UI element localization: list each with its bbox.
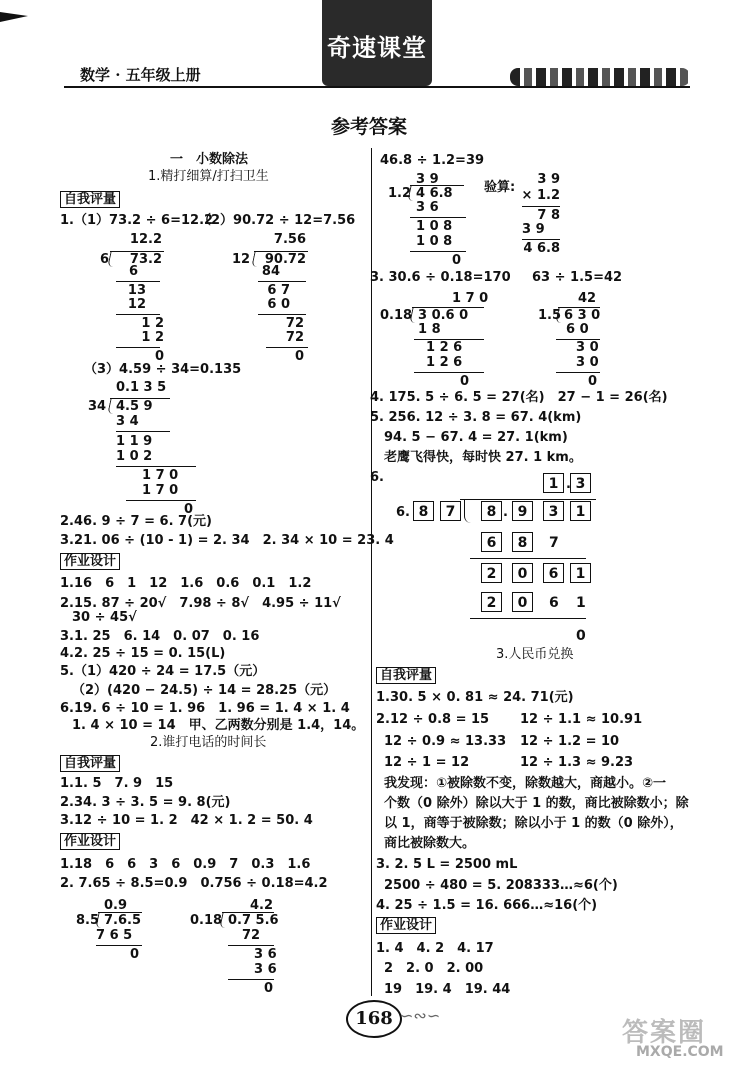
- work-line: 1. 4 × 10 = 14 甲、乙两数分别是 1.4，14。: [72, 718, 365, 733]
- step: 1 2: [141, 330, 164, 345]
- finding-text: 以 1，商等于被除数；除以小于 1 的数（0 除外），: [384, 816, 683, 831]
- logo-text: 奇速课堂: [327, 33, 427, 62]
- r-line: 1. 4 4. 2 4. 17: [376, 941, 494, 956]
- remainder: 0: [130, 947, 140, 962]
- page-title: 参考答案: [331, 116, 408, 138]
- watermark-logo: 答案圈: [622, 1018, 707, 1048]
- page-number-badge: [346, 1000, 402, 1038]
- section-title-3: 3.人民币兑换: [496, 647, 574, 662]
- step: 84: [261, 264, 280, 279]
- dividend: 4.5 9: [116, 399, 153, 414]
- rule: [116, 281, 160, 282]
- step: 3 4: [116, 414, 139, 429]
- remainder: 0: [576, 628, 586, 644]
- factor: 3 9: [537, 172, 560, 187]
- work-line: 2.15. 87 ÷ 20√ 7.98 ÷ 8√ 4.95 ÷ 11√: [60, 596, 341, 611]
- self-line: 2.34. 3 ÷ 3. 5 = 9. 8(元): [60, 795, 231, 810]
- rule: [460, 499, 596, 500]
- factor: × 1.2: [521, 188, 560, 203]
- r-line: 2500 ÷ 480 = 5. 208333…≈6(个): [384, 878, 618, 893]
- divisor: 0.18: [190, 913, 223, 928]
- digit-plain: 7: [549, 535, 559, 551]
- step: 1 2 6: [426, 340, 463, 355]
- partial: 7 8: [537, 208, 560, 223]
- remainder: 0: [154, 349, 164, 364]
- digit-box: 1: [543, 473, 564, 493]
- divisor: 34: [88, 399, 107, 414]
- remainder: 0: [460, 374, 470, 389]
- divisor: 1.5: [538, 308, 562, 323]
- finding-text: 我发现：①被除数不变，除数越大，商越小。②一: [384, 776, 667, 791]
- rule: [96, 945, 142, 946]
- step: 6: [128, 264, 138, 279]
- product: 4 6.8: [523, 241, 560, 256]
- digit-box: 6: [481, 532, 502, 552]
- digit-box: 0: [512, 592, 533, 612]
- label-self-eval: 自我评量: [60, 191, 120, 208]
- watermark-url: MXQE.COM: [636, 1044, 724, 1060]
- divisor-lead: 6.: [396, 505, 410, 520]
- step: 1 2 6: [426, 355, 463, 370]
- header-ornament: [510, 68, 690, 86]
- quotient: 3 9: [416, 172, 439, 187]
- step: 1 7 0: [142, 468, 179, 483]
- step: 3 6: [254, 962, 277, 977]
- quotient: 4.2: [250, 898, 274, 913]
- step: 1 2: [141, 316, 164, 331]
- r-line: 3. 2. 5 L = 2500 mL: [376, 857, 518, 872]
- quotient: 42: [578, 291, 597, 306]
- rule: [258, 314, 306, 315]
- rule: [126, 500, 196, 501]
- dividend: 4 6.8: [416, 186, 453, 201]
- work-line: 3.1. 25 6. 14 0. 07 0. 16: [60, 629, 260, 644]
- label-self-eval: 自我评量: [376, 667, 436, 684]
- remainder: 0: [184, 502, 194, 517]
- corner-mark: [0, 12, 28, 22]
- step: 7 6 5: [96, 928, 133, 943]
- swirl-ornament: ∽∾∽: [400, 1006, 441, 1025]
- r-line: 19 19. 4 19. 44: [384, 982, 511, 997]
- dividend: 73.2: [129, 252, 162, 267]
- label-self-eval: 自我评量: [60, 755, 120, 772]
- divisor: 1.2: [388, 186, 412, 201]
- rule: [414, 372, 484, 373]
- digit-box: 8: [512, 532, 533, 552]
- r-line: 12 ÷ 1.1 ≈ 10.91: [520, 712, 643, 727]
- rule: [522, 206, 560, 207]
- r-line: 4. 25 ÷ 1.5 = 16. 666…≈16(个): [376, 898, 598, 913]
- rule: [258, 281, 306, 282]
- step: 1 0 8: [416, 219, 453, 234]
- header-rule: [64, 86, 690, 88]
- dividend: 7.6.5: [104, 913, 142, 928]
- r-line: 46.8 ÷ 1.2=39: [380, 153, 485, 168]
- decimal-point: .: [566, 477, 571, 492]
- r-line: 3. 30.6 ÷ 0.18=170: [370, 270, 511, 285]
- r-line: 12 ÷ 0.9 ≈ 13.33: [384, 734, 507, 749]
- r-line: 12 ÷ 1.2 = 10: [520, 734, 620, 749]
- r-line: 4. 175. 5 ÷ 6. 5 = 27(名) 27 − 1 = 26(名): [370, 390, 668, 405]
- logo: [322, 0, 432, 86]
- rule: [228, 979, 274, 980]
- q1-part3: （3）4.59 ÷ 34=0.135: [84, 362, 242, 377]
- r-line: 94. 5 − 67. 4 = 27. 1(km): [384, 430, 568, 445]
- remainder: 0: [452, 253, 462, 268]
- work-line: （2）(420 − 24.5) ÷ 14 = 28.25（元）: [72, 683, 337, 698]
- dividend: 90.72: [264, 252, 306, 267]
- work-line: 4.2. 25 ÷ 15 = 0. 15(L): [60, 646, 226, 661]
- step: 1 8: [418, 322, 441, 337]
- digit-box: 8: [413, 501, 434, 521]
- rule: [556, 372, 600, 373]
- quotient: 0.9: [104, 898, 128, 913]
- step: 12: [127, 297, 146, 312]
- digit-plain: 6: [549, 595, 559, 611]
- label-work-design: 作业设计: [376, 917, 436, 934]
- step: 72: [242, 928, 261, 943]
- dividend: 6 3 0: [564, 308, 601, 323]
- r-line: 12 ÷ 1.3 ≈ 9.23: [520, 755, 634, 770]
- q1-line: 1.（1）73.2 ÷ 6=12.2: [60, 213, 214, 228]
- header-subject: 数学 · 五年级上册: [80, 66, 201, 84]
- dividend: 0.7 5.6: [228, 913, 279, 928]
- rule: [470, 558, 586, 559]
- step: 1 7 0: [142, 483, 179, 498]
- work-line: 2. 7.65 ÷ 8.5=0.9 0.756 ÷ 0.18=4.2: [60, 876, 328, 891]
- digit-box: 3: [570, 473, 591, 493]
- r-line: 12 ÷ 1 = 12: [384, 755, 470, 770]
- division-bracket: [464, 499, 471, 523]
- digit-box: 8: [481, 501, 502, 521]
- digit-box: 3: [543, 501, 564, 521]
- decimal-point: .: [503, 505, 508, 520]
- remainder: 0: [294, 349, 304, 364]
- finding-text: 商比被除数大。: [384, 836, 476, 851]
- q1-line-b: （2）90.72 ÷ 12=7.56: [198, 213, 356, 228]
- digit-box: 2: [481, 563, 502, 583]
- divisor: 0.18: [380, 308, 413, 323]
- r-line: 63 ÷ 1.5=42: [532, 270, 623, 285]
- step: 1 0 8: [416, 234, 453, 249]
- quotient: 0.1 3 5: [116, 380, 167, 395]
- step: 72: [285, 330, 304, 345]
- divisor: 12: [232, 252, 251, 267]
- step: 6 7: [267, 283, 290, 298]
- step: 6 0: [267, 297, 290, 312]
- r-line: 2.12 ÷ 0.8 = 15: [376, 712, 490, 727]
- finding-text: 个数（0 除外）除以大于 1 的数，商比被除数小；除: [384, 796, 689, 811]
- page-number: 168: [355, 1008, 393, 1029]
- work-line: 1.18 6 6 3 6 0.9 7 0.3 1.6: [60, 857, 311, 872]
- quotient: 7.56: [273, 232, 306, 247]
- rule: [228, 945, 274, 946]
- digit-box: 9: [512, 501, 533, 521]
- step: 3 0: [576, 340, 599, 355]
- rule: [410, 251, 466, 252]
- digit-box: 0: [512, 563, 533, 583]
- r-line: 老鹰飞得快，每时快 27. 1 km。: [384, 450, 582, 465]
- digit-box: 1: [570, 501, 591, 521]
- remainder: 0: [588, 374, 598, 389]
- work-line: 30 ÷ 45√: [72, 610, 137, 625]
- r-line: 5. 256. 12 ÷ 3. 8 = 67. 4(km): [370, 410, 582, 425]
- q2-line: 2.46. 9 ÷ 7 = 6. 7(元): [60, 514, 212, 529]
- check-label: 验算:: [484, 180, 516, 195]
- rule: [116, 314, 160, 315]
- rule: [266, 347, 308, 348]
- rule: [410, 217, 466, 218]
- remainder: 0: [264, 981, 274, 996]
- step: 3 0: [576, 355, 599, 370]
- rule: [116, 466, 196, 467]
- work-line: 1.16 6 1 12 1.6 0.6 0.1 1.2: [60, 576, 312, 591]
- step: 3 6: [416, 200, 439, 215]
- digit-box: 2: [481, 592, 502, 612]
- rule: [116, 347, 160, 348]
- rule: [522, 239, 560, 240]
- work-line: 5.（1）420 ÷ 24 = 17.5（元）: [60, 664, 266, 679]
- step: 13: [127, 283, 146, 298]
- r-line: 6.: [370, 470, 384, 485]
- divisor: 6: [100, 252, 110, 267]
- work-line: 6.19. 6 ÷ 10 = 1. 96 1. 96 = 1. 4 × 1. 4: [60, 701, 350, 716]
- label-work-design: 作业设计: [60, 833, 120, 850]
- step: 1 1 9: [116, 434, 153, 449]
- section-title-1: 1.精打细算/打扫卫生: [148, 169, 269, 184]
- label-work-design: 作业设计: [60, 553, 120, 570]
- digit-box: 7: [440, 501, 461, 521]
- step: 72: [285, 316, 304, 331]
- r-line: 2 2. 0 2. 00: [384, 961, 484, 976]
- step: 3 6: [254, 947, 277, 962]
- section-title-2: 2.谁打电话的时间长: [150, 735, 267, 750]
- divisor: 8.5: [76, 913, 100, 928]
- partial: 3 9: [522, 222, 545, 237]
- quotient: 12.2: [129, 232, 162, 247]
- digit-box: 1: [570, 563, 591, 583]
- q3-line: 3.21. 06 ÷ (10 - 1) = 2. 34 2. 34 × 10 = 23. 4: [60, 533, 394, 548]
- r-line: 1.30. 5 × 0. 81 ≈ 24. 71(元): [376, 690, 574, 705]
- unit-title: 一 小数除法: [170, 152, 249, 167]
- dividend: 3 0.6 0: [418, 308, 469, 323]
- self-line: 1.1. 5 7. 9 15: [60, 776, 174, 791]
- rule: [470, 618, 586, 619]
- digit-box: 6: [543, 563, 564, 583]
- quotient: 1 7 0: [452, 291, 489, 306]
- rule: [116, 431, 170, 432]
- self-line: 3.12 ÷ 10 = 1. 2 42 × 1. 2 = 50. 4: [60, 813, 313, 828]
- step: 1 0 2: [116, 449, 153, 464]
- digit-plain: 1: [576, 595, 586, 611]
- step: 6 0: [566, 322, 589, 337]
